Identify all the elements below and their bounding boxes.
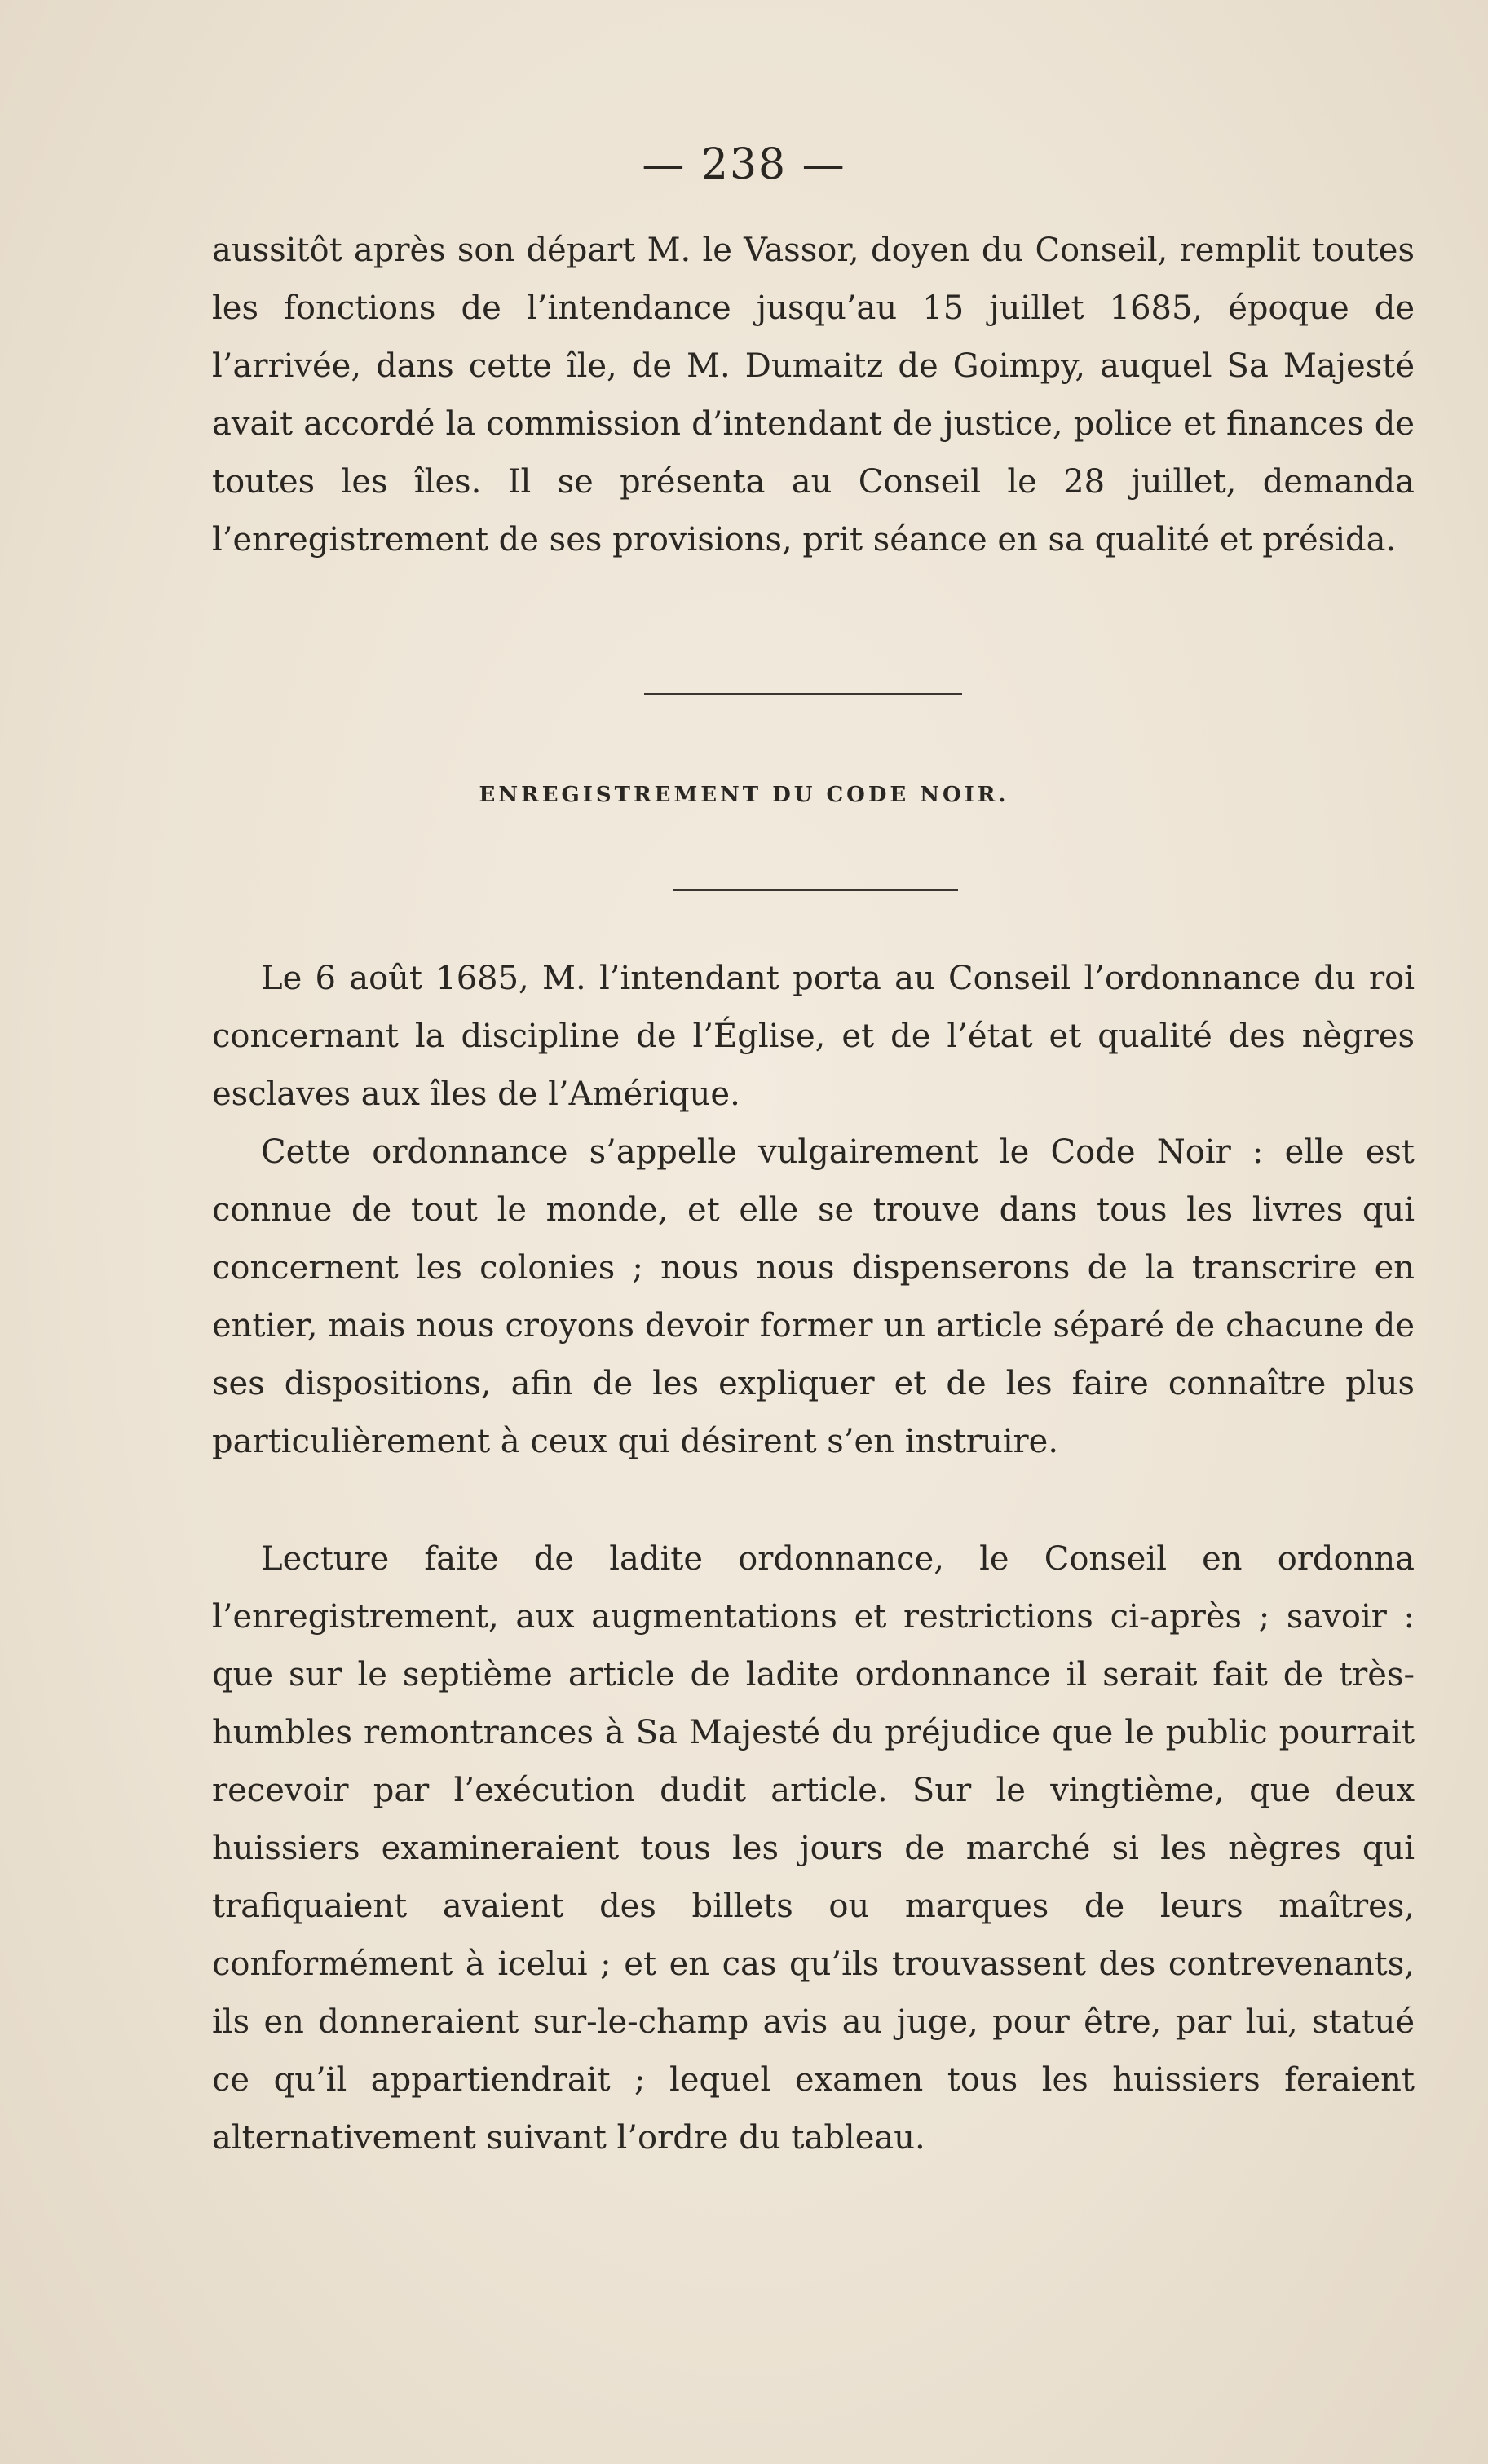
paragraph: Le 6 août 1685, M. l’intendant porta au Conseil l’ordonnance du roi concernant la discipline de l’Église, et de l’état et qualité des nègres esclaves aux îles de l’Amérique.	[212, 960, 1415, 1113]
section-divider-bottom	[673, 889, 958, 891]
section-divider-top	[644, 693, 962, 695]
paragraph-continuation: aussitôt après son départ M. le Vassor, doyen du Conseil, remplit toutes les fonctions de l’intendance jusqu’au 15 juillet 1685, époque de l’arrivée, dans cette île, de M. Dumaitz de Goimpy, auquel Sa Majesté avait accordé la commission d’intendant de justice, police et finances de toutes les îles. Il se présenta au Conseil le 28 juillet, demanda l’enregistrement de ses provisions, prit séance en sa qualité et présida.	[212, 232, 1415, 559]
section-heading: ENREGISTREMENT DU CODE NOIR.	[479, 783, 1009, 807]
paragraph: Cette ordonnance s’appelle vulgairement le Code Noir : elle est connue de tout le monde, et elle se trouve dans tous les livres qui concernent les colonies ; nous nous dispenserons de la transcrire en entier, mais nous croyons devoir former un article séparé de chacune de ses dispositions, afin de les expliquer et de les faire connaître plus particulièrement à ceux qui désirent s’en instruire.	[212, 1133, 1415, 1460]
paragraph: Lecture faite de ladite ordonnance, le Conseil en ordonna l’enregistrement, aux augmentations et restrictions ci-après ; savoir : que sur le septième article de ladite ordonnance il serait fait de très-humbles remontrances à Sa Majesté du préjudice que le public pourrait recevoir par l’exécution dudit article. Sur le vingtième, que deux huissiers examineraient tous les jours de marché si les nègres qui trafiquaient avaient des billets ou marques de leurs maîtres, conformément à icelui ; et en cas qu’ils trouvassent des contrevenants, ils en donneraient sur-le-champ avis au juge, pour être, par lui, statué ce qu’il appartiendrait ; lequel examen tous les huissiers feraient alternativement suivant l’ordre du tableau.	[212, 1540, 1415, 2157]
page-number: — 238 —	[642, 140, 846, 189]
